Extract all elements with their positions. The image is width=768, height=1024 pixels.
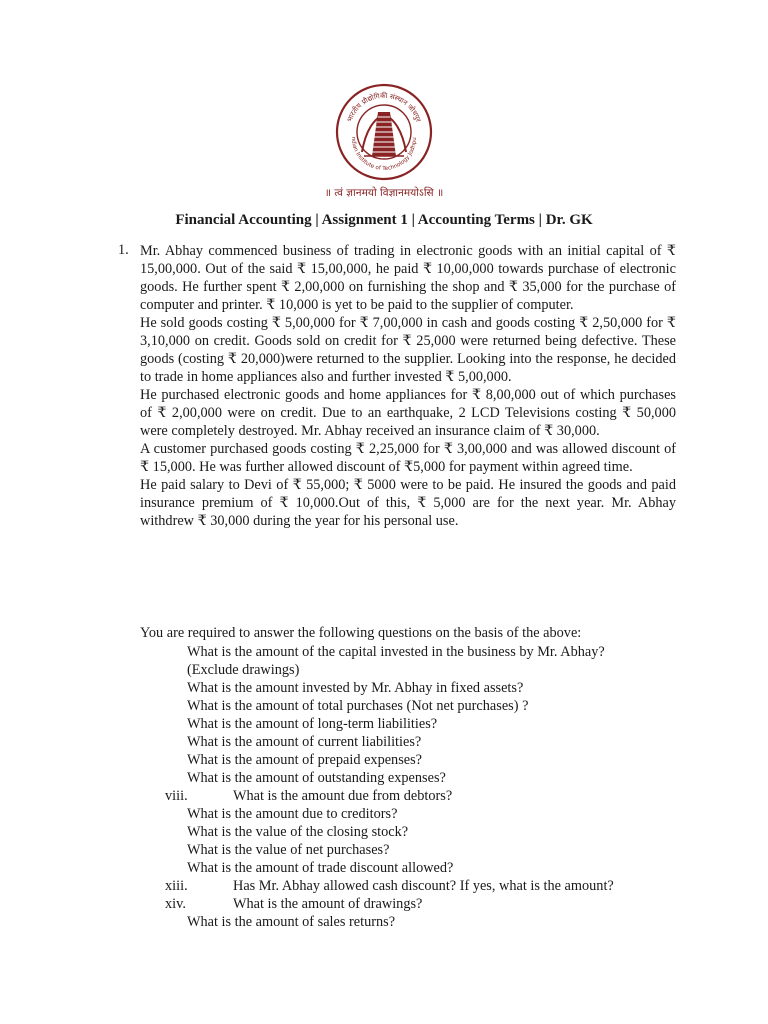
question-body bbox=[140, 242, 676, 530]
item-text: What is the amount of long-term liabilities? bbox=[187, 716, 438, 732]
item-text: What is the amount of prepaid expenses? bbox=[187, 752, 423, 768]
item-number: viii. bbox=[165, 788, 188, 804]
item-text: (Exclude drawings) bbox=[187, 662, 300, 678]
paragraph: He paid salary to Devi of ₹ 55,000; ₹ 5000 were to be paid. He insured the goods and paid insurance premium of ₹ 10,000.Out of this, ₹ 5,000 are for the next year. Mr. Abhay withdrew ₹ 30,000 during the year for his personal use. bbox=[140, 477, 676, 529]
paragraph: He sold goods costing ₹ 5,00,000 for ₹ 7,00,000 in cash and goods costing ₹ 2,50,000 for ₹ 3,10,000 on credit. Goods sold on credit for ₹ 25,000 were returned being defective. These goods (costing ₹ 20,000)were returned to the supplier. Looking into the response, he decided to trade in home appliances also and further invested ₹ 5,00,000. bbox=[140, 315, 676, 385]
paragraph: He purchased electronic goods and home appliances for ₹ 8,00,000 out of which purchases of ₹ 2,00,000 were on credit. Due to an earthquake, 2 LCD Televisions costing ₹ 50,000 were completely destroyed. Mr. Abhay received an insurance claim of ₹ 30,000. bbox=[140, 387, 676, 439]
item-text: Has Mr. Abhay allowed cash discount? If yes, what is the amount? bbox=[233, 878, 614, 894]
item-text: What is the amount of trade discount allowed? bbox=[187, 860, 454, 876]
item-text: What is the value of the closing stock? bbox=[187, 824, 409, 840]
paragraph: Mr. Abhay commenced business of trading in electronic goods with an initial capital of ₹ 15,00,000. Out of the said ₹ 15,00,000, he paid ₹ 10,00,000 towards purchase of electronic goods. He further spent ₹ 2,00,000 on furnishing the shop and ₹ 35,000 for the purchase of computer and printer. ₹ 10,000 is yet to be paid to the supplier of computer. bbox=[140, 243, 676, 313]
item-text: What is the amount due from debtors? bbox=[233, 788, 453, 804]
instructions: You are required to answer the following questions on the basis of the above: bbox=[140, 625, 582, 641]
item-number: xiii. bbox=[165, 878, 188, 894]
item-text: What is the amount of current liabilities? bbox=[187, 734, 422, 750]
iit-jodhpur-seal-icon bbox=[334, 82, 434, 182]
logo bbox=[0, 82, 768, 187]
item-text: What is the amount of drawings? bbox=[233, 896, 423, 912]
item-text: What is the amount due to creditors? bbox=[187, 806, 398, 822]
item-text: What is the amount invested by Mr. Abhay in fixed assets? bbox=[187, 680, 524, 696]
question-number: 1. bbox=[118, 242, 129, 258]
item-text: What is the amount of the capital invested in the business by Mr. Abhay? bbox=[187, 644, 605, 660]
page-title: Financial Accounting | Assignment 1 | Accounting Terms | Dr. GK bbox=[175, 212, 593, 228]
logo-arc-text: भारतीय प्रौद्योगिकी संस्थान जोधपुर bbox=[345, 91, 423, 123]
item-text: What is the amount of sales returns? bbox=[187, 914, 396, 930]
paragraph: A customer purchased goods costing ₹ 2,25,000 for ₹ 3,00,000 and was allowed discount of ₹ 15,000. He was further allowed discount of ₹5,000 for payment within agreed time. bbox=[140, 441, 676, 475]
item-number: xiv. bbox=[165, 896, 186, 912]
item-text: What is the amount of outstanding expenses? bbox=[187, 770, 446, 786]
item-text: What is the value of net purchases? bbox=[187, 842, 390, 858]
item-text: What is the amount of total purchases (Not net purchases) ? bbox=[187, 698, 529, 714]
logo-lower-text: ndian Institute of Technology Jodhpu bbox=[349, 136, 419, 173]
motto: ॥ त्वं ज्ञानमयो विज्ञानमयोऽसि ॥ bbox=[324, 187, 444, 199]
